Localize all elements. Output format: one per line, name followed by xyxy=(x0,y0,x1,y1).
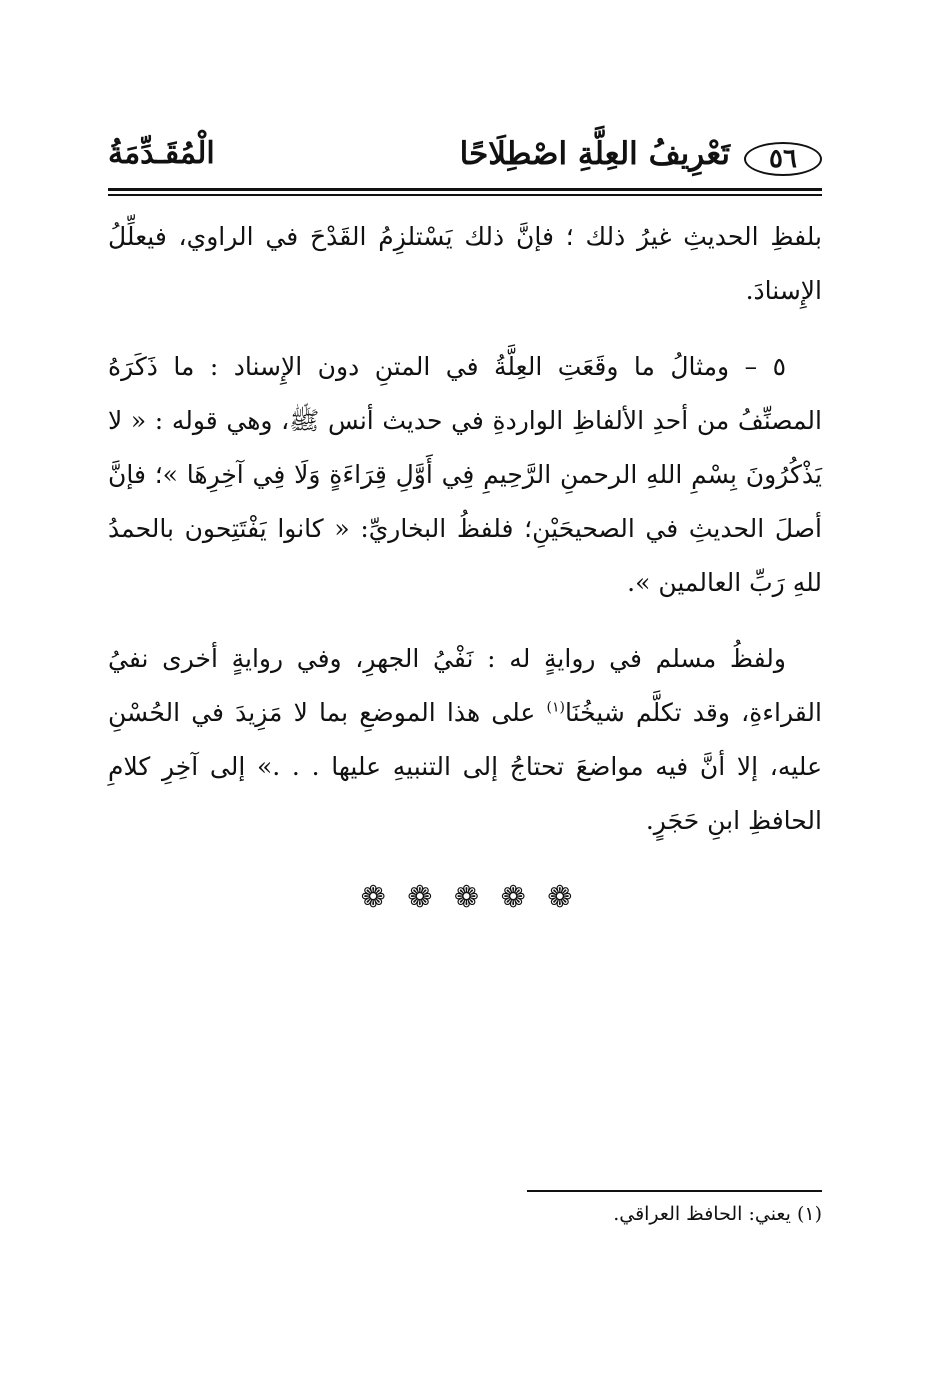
header-rule-thin xyxy=(108,194,822,196)
footnote-marker: (١) xyxy=(796,1203,822,1225)
paragraph-3 xyxy=(108,632,822,848)
footnote xyxy=(613,1203,822,1225)
paragraph-3-text-b: على هذا الموضعِ بما لا مَزِيدَ في الحُسْنِ عليه، إلا أنَّ فيه مواضعَ تحتاجُ إلى التنبيهِ عليها . . .» إلى آخِرِ كلامِ الحافظِ ابنِ حَجَرٍ. xyxy=(108,698,822,835)
paragraph-2: ٥ – ومثالُ ما وقَعَتِ العِلَّةُ في المتنِ دون الإِسناد : ما ذَكَرَهُ المصنِّفُ من أحدِ الألفاظِ الواردةِ في حديث أنس ﷺ، وهي قوله : « لا يَذْكُرُونَ بِسْمِ اللهِ الرحمنِ الرَّحِيمِ فِي أَوَّلِ قِرَاءَةٍ وَلَا فِي آخِرِهَا »؛ فإنَّ أصلَ الحديثِ في الصحيحَيْنِ؛ فلفظُ البخاريِّ: « كانوا يَفْتَتِحون بالحمدُ للهِ رَبِّ العالمين ». xyxy=(108,352,822,597)
chapter-title: تَعْرِيفُ العِلَّةِ اصْطِلَاحًا xyxy=(459,136,730,172)
paragraph-3-text-a: ولفظُ مسلم في روايةٍ له : نَفْيُ الجهرِ، وفي روايةٍ أخرى نفيُ القراءةِ، وقد تكلَّم شيخُنَا xyxy=(108,644,822,727)
section-title: الْمُقَـدِّمَةُ xyxy=(108,136,215,171)
page-number: ٥٦ xyxy=(769,144,797,174)
paragraph-1: بلفظِ الحديثِ غيرُ ذلك ؛ فإنَّ ذلك يَسْتلزِمُ القَدْحَ في الراوي، فيعلِّلُ الإِسنادَ. xyxy=(108,222,822,305)
page-number-badge xyxy=(744,142,822,176)
header-rule-thick xyxy=(108,188,822,191)
main-text xyxy=(108,210,822,848)
footnote-rule xyxy=(527,1190,822,1192)
footnote-text: يعني: الحافظ العراقي. xyxy=(613,1203,791,1225)
footnote-reference[interactable]: (١) xyxy=(546,699,565,716)
section-ornament: ❁ ❁ ❁ ❁ ❁ xyxy=(360,880,579,915)
page-header xyxy=(108,128,822,190)
